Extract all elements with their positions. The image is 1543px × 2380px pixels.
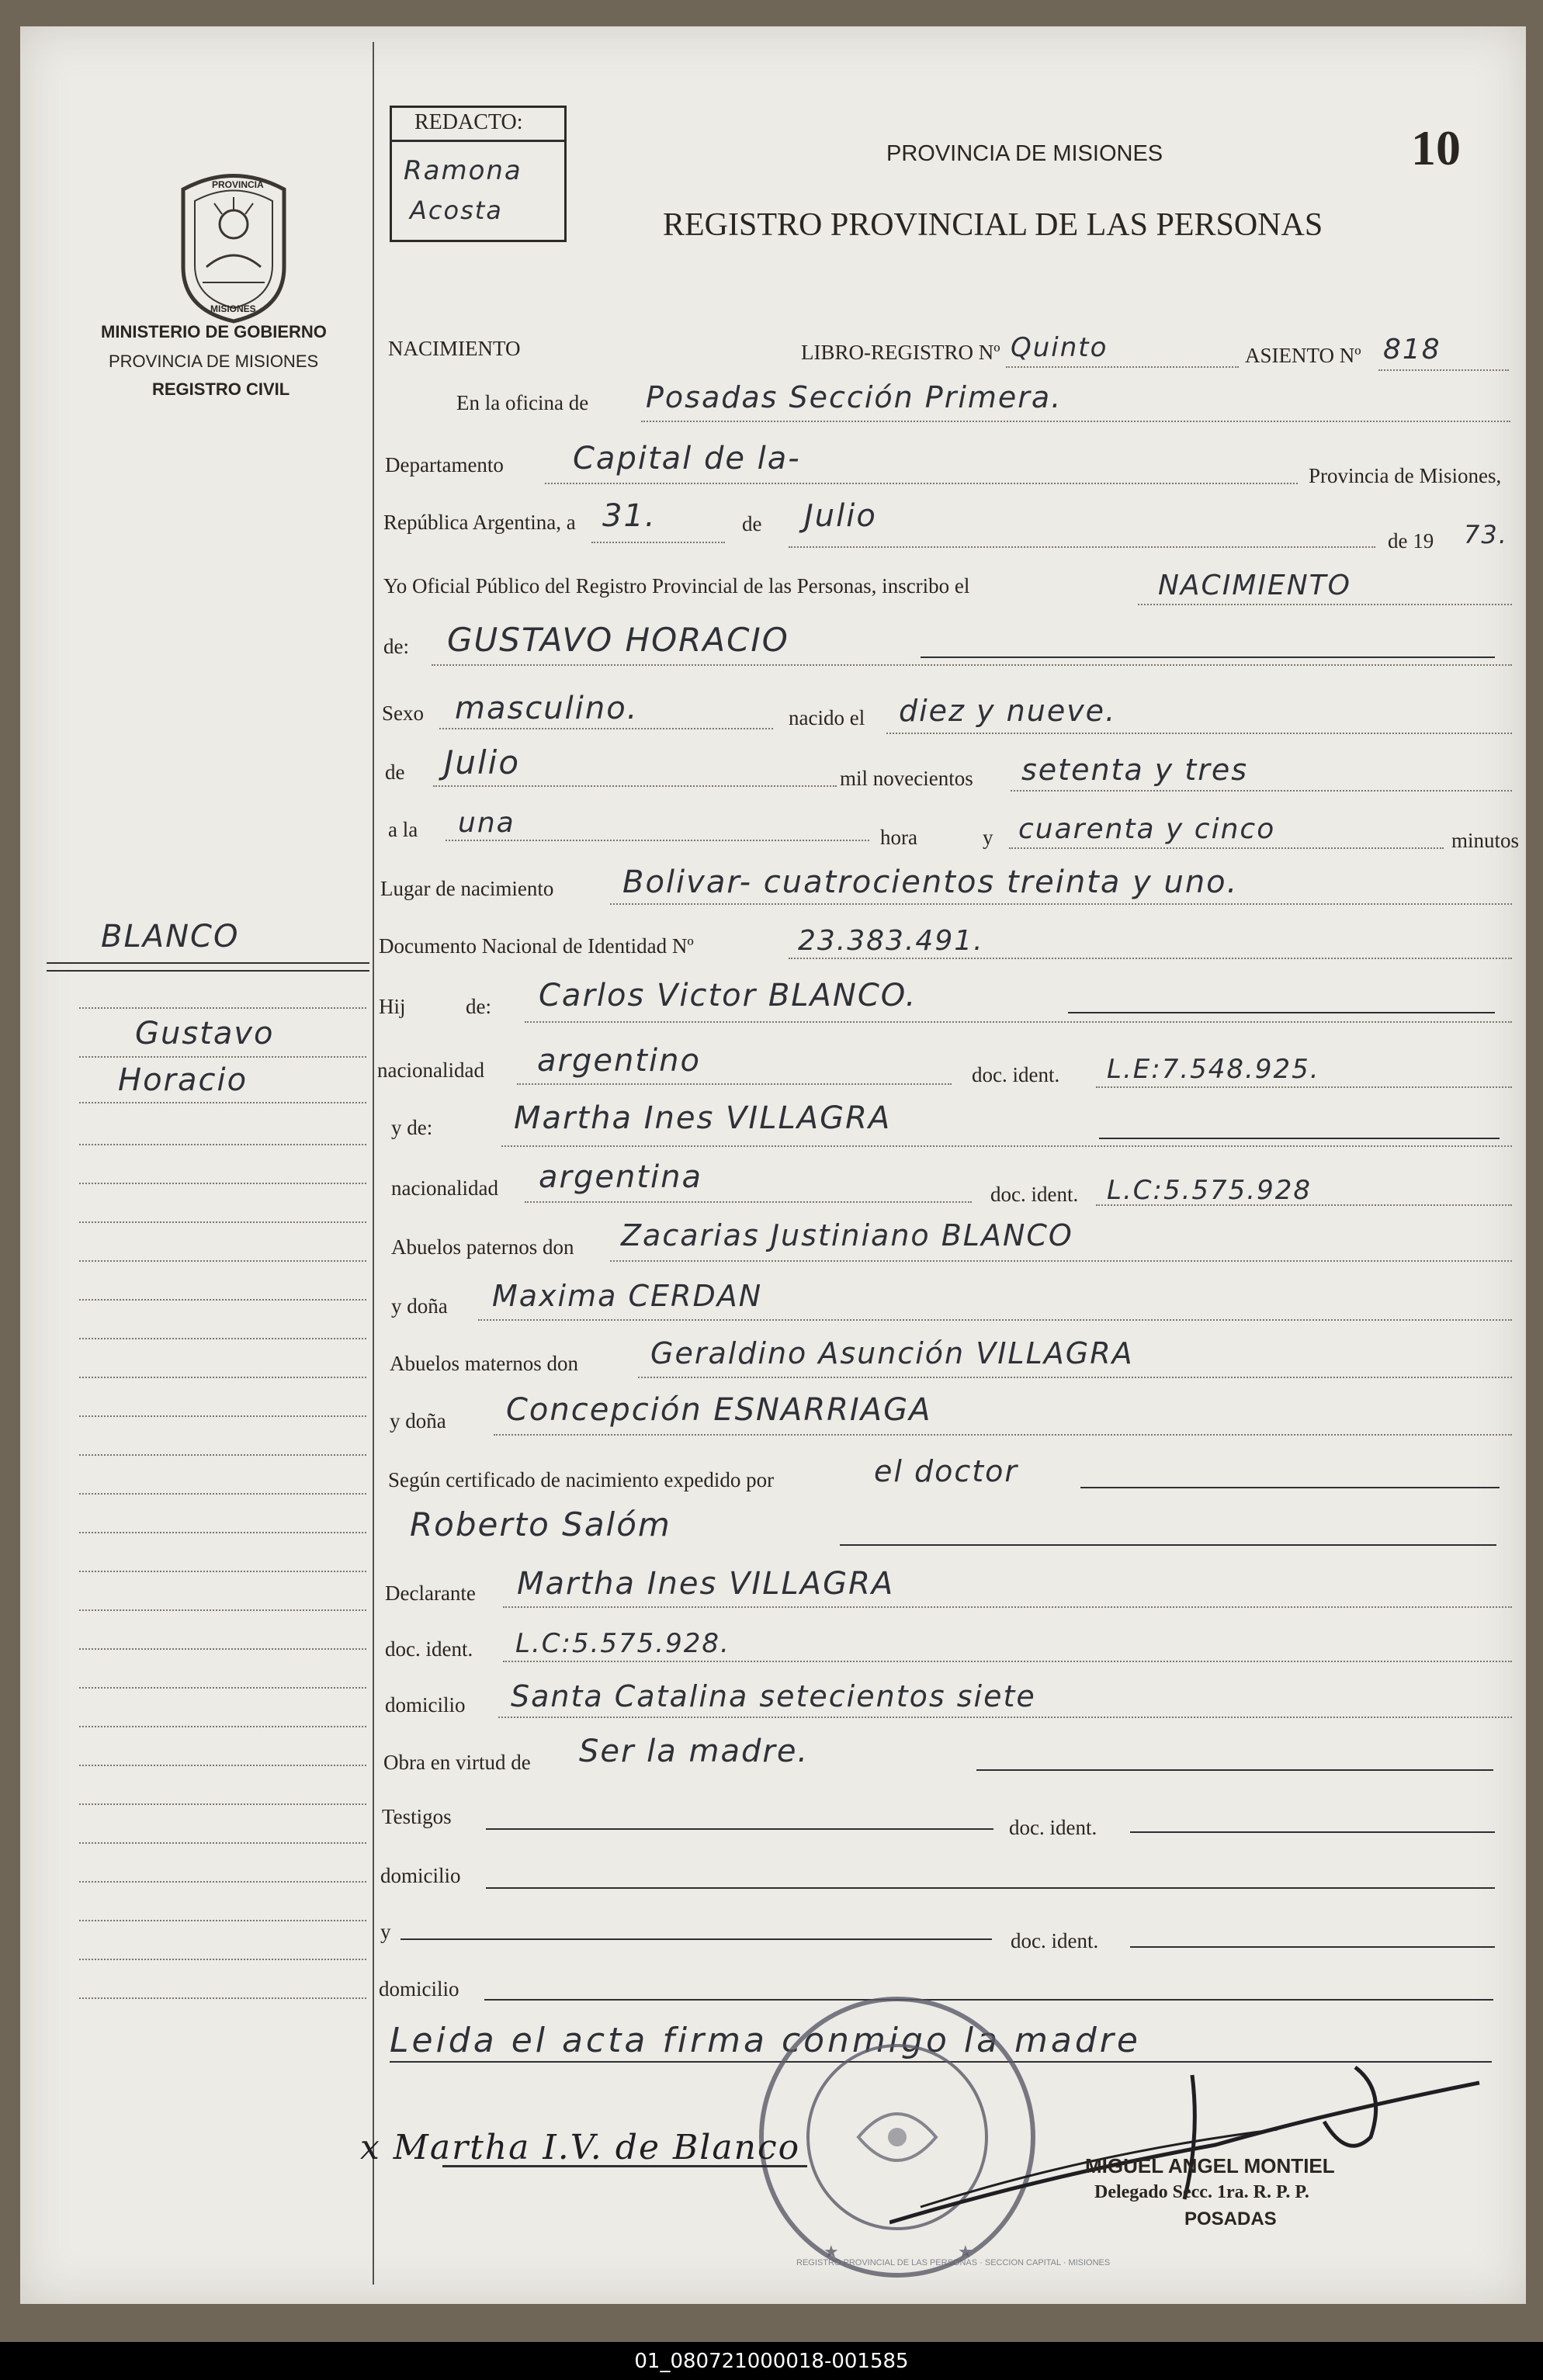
certificado-rule	[1080, 1487, 1500, 1488]
abuelo-materno-value: Geraldino Asunción VILLAGRA	[650, 1336, 1134, 1370]
mes-label: de	[385, 760, 405, 784]
footer-id-bar	[0, 2342, 1543, 2380]
domicilio-value-1: Santa Catalina setecientos siete	[511, 1679, 1036, 1713]
dni-value: 23.383.491.	[798, 925, 984, 957]
libro-label: LIBRO-REGISTRO Nº	[801, 341, 1000, 364]
abuelos-paternos-label: Abuelos paternos don	[391, 1235, 574, 1259]
hora-y-label: y	[983, 826, 993, 849]
page-number: 10	[1411, 120, 1461, 175]
docident-label-4: doc. ident.	[1009, 1816, 1097, 1839]
ala-label: a la	[388, 818, 418, 841]
mother-signature-rule	[442, 2165, 807, 2167]
hora-label: hora	[880, 826, 917, 849]
docident-label-1: doc. ident.	[972, 1063, 1060, 1086]
leida-value: Leida el acta firma conmigo la madre	[390, 2021, 1141, 2060]
nombre-value: GUSTAVO HORACIO	[447, 621, 789, 659]
nombre-rule	[921, 656, 1495, 658]
lugar-label: Lugar de nacimiento	[380, 877, 554, 900]
column-divider	[373, 42, 374, 2285]
padre-rule	[1068, 1012, 1495, 1013]
testigos-rule	[486, 1828, 993, 1830]
redacto-name-2: Acosta	[410, 196, 503, 225]
nacionalidad-label-1: nacionalidad	[377, 1058, 484, 1082]
margin-given-name-2: Horacio	[118, 1062, 248, 1098]
testigo-y-rule	[400, 1938, 992, 1940]
dia-value: 31.	[602, 498, 657, 534]
testigo-doc-rule	[1130, 1946, 1495, 1948]
sexo-value: masculino.	[455, 691, 639, 726]
testigo-y-label: y	[380, 1920, 391, 1943]
province-title: PROVINCIA DE MISIONES	[886, 141, 1163, 166]
de19-label: de 19	[1388, 529, 1434, 553]
mil-value: setenta y tres	[1021, 753, 1249, 787]
official-name: MIGUEL ANGEL MONTIEL	[1085, 2154, 1335, 2177]
stamp-text: REGISTRO PROVINCIAL DE LAS PERSONAS · SECCION CAPITAL · MISIONES	[796, 2258, 1111, 2267]
redacto-name-1: Ramona	[404, 155, 522, 186]
docident-label-3: doc. ident.	[385, 1637, 473, 1661]
doctor-rule	[840, 1544, 1496, 1546]
madre-value: Martha Ines VILLAGRA	[514, 1100, 892, 1136]
inscribo-value: NACIMIENTO	[1158, 570, 1351, 601]
hij-label: Hij	[379, 995, 406, 1018]
margin-surname-rule-2	[47, 970, 369, 972]
oficina-value: Posadas Sección Primera.	[646, 380, 1063, 414]
nacionalidad-value-2: argentina	[539, 1159, 702, 1195]
official-city: POSADAS	[1184, 2209, 1277, 2229]
docident-label-5: doc. ident.	[1011, 1929, 1099, 1952]
abuela-materna-value: Concepción ESNARRIAGA	[506, 1392, 932, 1428]
departamento-value: Capital de la-	[573, 441, 801, 476]
svg-text:★: ★	[824, 2243, 839, 2262]
padre-de-label: de:	[466, 995, 491, 1018]
mother-signature: x Martha I.V. de Blanco	[360, 2128, 801, 2167]
padre-value: Carlos Victor BLANCO.	[539, 978, 917, 1013]
testigos-doc-rule	[1130, 1831, 1495, 1833]
provincia-label: Provincia de Misiones,	[1309, 464, 1502, 487]
footer-id: 01_080721000018-001585	[634, 2349, 909, 2373]
oficina-label: En la oficina de	[456, 391, 589, 414]
nacionalidad-label-2: nacionalidad	[391, 1176, 498, 1200]
ministry-line-1: MINISTERIO DE GOBIERNO	[101, 322, 327, 341]
domicilio-label-2: domicilio	[380, 1864, 461, 1887]
document-page	[20, 26, 1526, 2304]
declarante-value: Martha Ines VILLAGRA	[517, 1566, 895, 1602]
asiento-value: 818	[1383, 334, 1441, 365]
nacimiento-label: NACIMIENTO	[388, 337, 521, 360]
certificado-value: el doctor	[874, 1454, 1019, 1488]
testigos-label: Testigos	[382, 1805, 452, 1828]
docident-value-1: L.E:7.548.925.	[1107, 1054, 1320, 1085]
domicilio-rule-2	[486, 1887, 1495, 1889]
anio-value: 73.	[1464, 520, 1508, 549]
svg-text:★: ★	[958, 2243, 973, 2262]
mes-value: Julio	[804, 498, 877, 534]
obra-label: Obra en virtud de	[383, 1751, 531, 1774]
departamento-label: Departamento	[385, 453, 504, 476]
abuelos-maternos-label: Abuelos maternos don	[390, 1352, 578, 1375]
mil-label: mil novecientos	[840, 767, 973, 790]
libro-value: Quinto	[1011, 332, 1108, 363]
minutos-value: cuarenta y cinco	[1018, 813, 1276, 845]
minutos-label: minutos	[1451, 829, 1520, 852]
mes-nac-value: Julio	[444, 743, 521, 781]
ministry-line-3: REGISTRO CIVIL	[152, 379, 290, 399]
madre-rule	[1099, 1138, 1500, 1139]
hora-value: una	[458, 807, 515, 839]
seal-bottom-text: MISIONES	[210, 303, 256, 314]
seal-top-text: PROVINCIA	[212, 179, 264, 190]
margin-surname-rule	[47, 962, 369, 964]
obra-value: Ser la madre.	[579, 1734, 810, 1769]
registry-title: REGISTRO PROVINCIAL DE LAS PERSONAS	[663, 207, 1323, 243]
nacido-label: nacido el	[789, 706, 865, 729]
docident-value-3: L.C:5.575.928.	[515, 1628, 730, 1659]
nombre-de-label: de:	[383, 635, 409, 658]
republica-de-label: de	[742, 512, 762, 535]
republica-label: República Argentina, a	[383, 511, 576, 534]
redacto-label: REDACTO:	[414, 110, 523, 134]
doctor-value: Roberto Salóm	[410, 1505, 671, 1543]
obra-rule	[976, 1769, 1493, 1771]
lugar-value: Bolivar- cuatrocientos treinta y uno.	[622, 864, 1239, 900]
margin-given-name-1: Gustavo	[135, 1016, 275, 1051]
ministry-line-2: PROVINCIA DE MISIONES	[109, 352, 319, 371]
domicilio-label-1: domicilio	[385, 1693, 466, 1717]
dni-label: Documento Nacional de Identidad Nº	[379, 934, 694, 958]
redacto-rule	[390, 140, 564, 142]
nacido-value: diez y nueve.	[899, 694, 1117, 728]
domicilio-label-3: domicilio	[379, 1977, 459, 2001]
abuela-paterna-value: Maxima CERDAN	[492, 1279, 763, 1313]
docident-label-2: doc. ident.	[990, 1183, 1079, 1206]
docident-value-2: L.C:5.575.928	[1107, 1175, 1312, 1206]
nacionalidad-value-1: argentino	[537, 1043, 701, 1079]
sexo-label: Sexo	[382, 702, 424, 725]
certificado-label: Según certificado de nacimiento expedido por	[388, 1468, 775, 1491]
ydona-label-2: y doña	[390, 1409, 446, 1433]
madre-de-label: y de:	[391, 1116, 433, 1139]
official-title: Delegado Secc. 1ra. R. P. P.	[1094, 2182, 1309, 2202]
abuelo-paterno-value: Zacarias Justiniano BLANCO	[621, 1218, 1073, 1252]
margin-surname: BLANCO	[101, 919, 240, 954]
declarante-label: Declarante	[385, 1581, 476, 1605]
oficial-text: Yo Oficial Público del Registro Provincial de las Personas, inscribo el	[383, 574, 970, 598]
asiento-label: ASIENTO Nº	[1245, 344, 1361, 367]
ydona-label-1: y doña	[391, 1294, 448, 1318]
